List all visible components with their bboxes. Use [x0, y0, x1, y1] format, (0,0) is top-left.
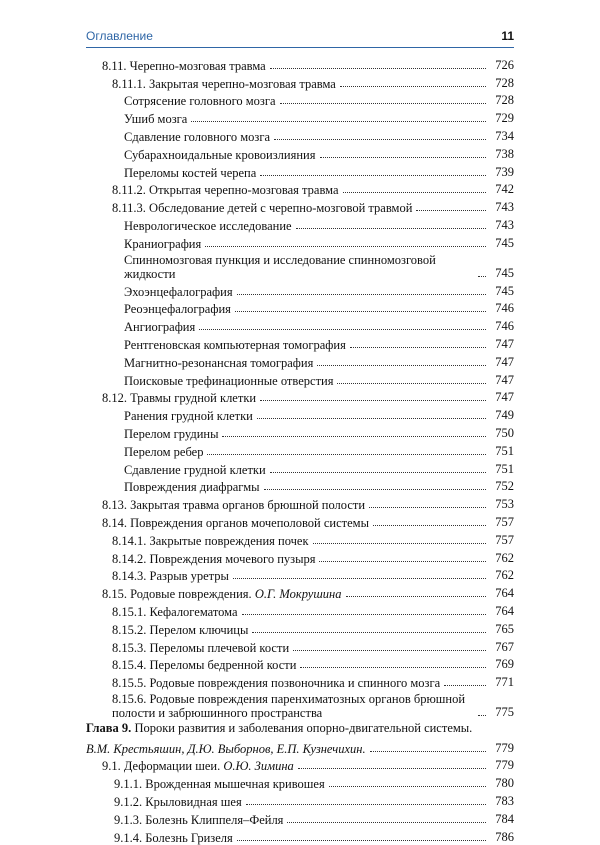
toc-entry-text: [124, 463, 266, 477]
toc-entry[interactable]: [86, 827, 514, 845]
toc-entry-title: Родовые повреждения.: [130, 587, 252, 602]
toc-entry[interactable]: [86, 441, 514, 459]
toc-entry-page: 743: [495, 200, 514, 215]
toc-entry-text: [112, 623, 248, 637]
toc-entry-page: 734: [495, 128, 514, 143]
toc-entry-title: Родовые повреждения паренхиматозных органов брюшной полости и забрюшинного пространства: [112, 692, 466, 721]
toc-entry-text: [124, 166, 256, 180]
toc-entry-page: 751: [495, 461, 514, 476]
toc-entry-title: Ушиб мозга: [124, 112, 188, 127]
toc-entry-text: [102, 498, 365, 512]
toc-entry-number: 8.13.: [102, 498, 127, 513]
toc-entry-text: [124, 94, 276, 108]
toc-entry-page: 747: [495, 390, 514, 405]
toc-entry-number: 8.15.1.: [112, 604, 147, 619]
leader-dots: [343, 192, 486, 193]
toc-entry-text: [102, 391, 256, 405]
leader-dots: [260, 400, 486, 401]
toc-entry-author: О.Ю. Зимина: [223, 759, 294, 774]
toc-entry-title: Реоэнцефалография: [124, 302, 231, 317]
toc-entry-title: Кефалогематома: [149, 604, 238, 619]
toc-entry-text: [124, 237, 201, 251]
toc-entry-page: 726: [495, 57, 514, 72]
toc-entry-page: 751: [495, 443, 514, 458]
toc-entry-title: Сдавление головного мозга: [124, 129, 271, 144]
toc-entry-text: [112, 641, 289, 655]
toc-entry-number: 8.14.3.: [112, 569, 147, 584]
toc-entry[interactable]: [86, 316, 514, 334]
toc-entry[interactable]: [86, 334, 514, 352]
toc-entry-number: 9.1.3.: [114, 812, 143, 827]
toc-entry-text: [114, 777, 325, 791]
leader-dots: [319, 561, 486, 562]
chapter-authors: В.М. Крестьяшин, Д.Ю. Выборнов, Е.П. Кузнечихин.: [86, 741, 366, 756]
toc-entry-page: 747: [495, 372, 514, 387]
toc-entry-text: [102, 759, 294, 773]
toc-entry[interactable]: [86, 601, 514, 619]
chapter-label: Глава 9.: [86, 721, 132, 736]
toc-entry-page: 750: [495, 425, 514, 440]
toc-entry-title: Закрытые повреждения почек: [149, 533, 309, 548]
toc-entry-title: Закрытая черепно-мозговая травма: [149, 76, 336, 91]
toc-entry-title: Магнитно-резонансная томография: [124, 355, 314, 370]
toc-entry-text: [124, 285, 233, 299]
toc-entry[interactable]: [86, 459, 514, 477]
toc-entry-text: [124, 320, 195, 334]
toc-entry-title: Сдавление грудной клетки: [124, 462, 266, 477]
chapter-page: 779: [495, 740, 514, 755]
toc-entry-text: [112, 552, 315, 566]
toc-entry-page: 749: [495, 408, 514, 423]
toc-entry-text: [112, 77, 336, 91]
toc-entry-text: [124, 374, 333, 388]
toc-entry-number: 8.11.: [102, 58, 127, 73]
toc-entry-title: Ангиография: [124, 320, 196, 335]
toc-entry[interactable]: [86, 494, 514, 512]
toc-entry-page: 780: [495, 776, 514, 791]
toc-entry[interactable]: [86, 281, 514, 299]
toc-entry[interactable]: [86, 655, 514, 673]
toc-entry-text: [124, 112, 187, 126]
toc-entry-page: 747: [495, 354, 514, 369]
toc-entry-page: 762: [495, 550, 514, 565]
toc-entry-title: Болезнь Клиппеля–Фейля: [145, 812, 284, 827]
toc-entry[interactable]: [86, 233, 514, 251]
toc-entry-number: 9.1.2.: [114, 795, 143, 810]
page-number: 11: [501, 29, 514, 43]
toc-entry-title: Врожденная мышечная кривошея: [145, 777, 325, 792]
toc-entry-page: 786: [495, 829, 514, 844]
toc-entry-text: [112, 658, 296, 672]
toc-entry-title: Деформации шеи.: [123, 759, 221, 774]
header-title: Оглавление: [86, 29, 153, 43]
leader-dots: [252, 632, 486, 633]
toc-entry-page: 757: [495, 532, 514, 547]
leader-dots: [257, 418, 486, 419]
toc-entry-text: [112, 183, 339, 197]
toc-entry[interactable]: [86, 144, 514, 162]
toc-entry-number: 8.15.: [102, 587, 127, 602]
toc-entry-title: Перелом грудины: [124, 426, 219, 441]
toc-entry-page: 769: [495, 657, 514, 672]
toc-entry-text: [124, 338, 346, 352]
toc-entry-text: [124, 219, 292, 233]
toc-entry-title: Перелом ключицы: [149, 622, 249, 637]
leader-dots: [246, 804, 486, 805]
toc-entry-page: 779: [495, 758, 514, 773]
leader-dots: [320, 157, 487, 158]
toc-entry[interactable]: [86, 126, 514, 144]
leader-dots: [235, 311, 486, 312]
leader-dots: [350, 347, 486, 348]
toc-entry-number: 8.14.2.: [112, 551, 147, 566]
toc-entry-title: Эхоэнцефалография: [124, 284, 233, 299]
toc-entry[interactable]: [86, 299, 514, 317]
leader-dots: [205, 246, 486, 247]
leader-dots: [199, 329, 486, 330]
leader-dots: [270, 472, 486, 473]
toc-entry[interactable]: [86, 809, 514, 827]
toc-entry-text: [112, 534, 309, 548]
leader-dots: [207, 454, 486, 455]
toc-entry-page: 745: [495, 265, 514, 280]
toc-entry-page: 745: [495, 283, 514, 298]
toc-entry-title: Повреждения органов мочеполовой системы: [130, 515, 369, 530]
leader-dots: [237, 840, 486, 841]
toc-entry[interactable]: [86, 583, 514, 601]
toc-entry[interactable]: [86, 548, 514, 566]
leader-dots: [346, 596, 487, 597]
toc-entry-page: 746: [495, 301, 514, 316]
toc-entry[interactable]: [86, 477, 514, 495]
toc-entry[interactable]: [86, 162, 514, 180]
toc-entry-title: Крыловидная шея: [145, 795, 242, 810]
leader-dots: [274, 139, 486, 140]
leader-dots: [296, 228, 486, 229]
leader-dots: [370, 751, 486, 752]
toc-entry-page: 757: [495, 514, 514, 529]
toc-entry-page: 775: [495, 705, 514, 720]
toc-entry[interactable]: [86, 370, 514, 388]
toc-entry[interactable]: [86, 512, 514, 530]
toc-entry-number: 8.14.1.: [112, 533, 147, 548]
toc-entry-title: Повреждения диафрагмы: [124, 480, 260, 495]
leader-dots: [369, 507, 486, 508]
toc-entry[interactable]: [86, 388, 514, 406]
leader-dots: [337, 383, 486, 384]
toc-entry-title: Переломы костей черепа: [124, 165, 257, 180]
toc-entry-page: 729: [495, 111, 514, 126]
toc-entry-number: 8.11.2.: [112, 183, 146, 198]
toc-entry-text: [112, 569, 229, 583]
toc-entry-number: 9.1.4.: [114, 830, 143, 845]
toc-entry-text: [124, 130, 270, 144]
toc-entry-page: 738: [495, 146, 514, 161]
toc-entry[interactable]: [86, 197, 514, 215]
leader-dots: [264, 489, 486, 490]
toc-entry[interactable]: [86, 352, 514, 370]
toc-entry-text: [112, 692, 474, 720]
leader-dots: [444, 685, 486, 686]
toc-entry-title: Разрыв уретры: [149, 569, 229, 584]
toc-entry-title: Краниография: [124, 236, 202, 251]
toc-entry-page: 728: [495, 93, 514, 108]
toc-entry-number: 9.1.: [102, 759, 121, 774]
toc-entry[interactable]: [86, 566, 514, 584]
toc-entry-title: Закрытая травма органов брюшной полости: [130, 498, 366, 513]
toc-entry[interactable]: [86, 55, 514, 73]
toc-entry[interactable]: [86, 423, 514, 441]
toc-entry-text: [114, 795, 242, 809]
toc-entry[interactable]: [86, 215, 514, 233]
toc-entry-page: 764: [495, 603, 514, 618]
chapter-heading: [86, 720, 514, 738]
leader-dots: [478, 715, 486, 716]
leader-dots: [191, 121, 486, 122]
toc-entry-text: [124, 409, 253, 423]
toc-entry-text: [124, 302, 231, 316]
leader-dots: [373, 525, 486, 526]
toc-entry-title: Спинномозговая пункция и исследование спинномозговой жидкости: [124, 252, 436, 281]
toc-entry-number: 8.15.5.: [112, 676, 147, 691]
toc-entry-title: Повреждения мочевого пузыря: [149, 551, 316, 566]
table-of-contents: [86, 55, 514, 845]
toc-entry-number: 8.12.: [102, 391, 127, 406]
toc-entry-text: [124, 356, 313, 370]
toc-entry-number: 8.14.: [102, 515, 127, 530]
leader-dots: [260, 175, 486, 176]
toc-entry[interactable]: [86, 405, 514, 423]
toc-entry-number: 8.11.1.: [112, 76, 146, 91]
leader-dots: [280, 103, 486, 104]
toc-entry[interactable]: [86, 108, 514, 126]
toc-entry[interactable]: [86, 180, 514, 198]
toc-entry[interactable]: [86, 637, 514, 655]
toc-entry-text: [112, 605, 238, 619]
toc-entry-title: Родовые повреждения позвоночника и спинного мозга: [149, 676, 441, 691]
toc-entry-page: 739: [495, 164, 514, 179]
toc-entry-title: Открытая черепно-мозговая травма: [149, 183, 339, 198]
toc-entry-text: [124, 148, 316, 162]
toc-entry[interactable]: [86, 251, 514, 281]
toc-entry-page: 767: [495, 639, 514, 654]
toc-entry-page: 745: [495, 235, 514, 250]
toc-entry-text: [124, 480, 260, 494]
toc-entry-page: 762: [495, 568, 514, 583]
chapter-title: Пороки развития и заболевания опорно-двигательной системы.: [134, 721, 473, 736]
toc-entry-page: 746: [495, 319, 514, 334]
toc-entry-title: Субарахноидальные кровоизлияния: [124, 147, 316, 162]
toc-entry[interactable]: [86, 791, 514, 809]
toc-entry-page: 765: [495, 621, 514, 636]
leader-dots: [329, 786, 486, 787]
toc-entry-text: [114, 813, 283, 827]
toc-entry-title: Перелом ребер: [124, 444, 204, 459]
toc-entry-text: [102, 59, 266, 73]
toc-entry-text: [102, 587, 342, 601]
toc-entry[interactable]: [86, 672, 514, 690]
toc-entry-page: 742: [495, 182, 514, 197]
toc-entry[interactable]: [86, 619, 514, 637]
toc-entry-number: 8.15.6.: [112, 692, 147, 707]
toc-entry-text: [102, 516, 369, 530]
toc-entry-text: [124, 445, 203, 459]
toc-list-chapter-8: [86, 55, 514, 720]
leader-dots: [478, 276, 486, 277]
leader-dots: [317, 365, 486, 366]
toc-entry[interactable]: [86, 91, 514, 109]
toc-entry-title: Обследование детей с черепно-мозговой травмой: [149, 201, 413, 216]
toc-entry-page: 764: [495, 586, 514, 601]
leader-dots: [222, 436, 486, 437]
toc-entry-number: 8.15.2.: [112, 622, 147, 637]
toc-entry-page: 747: [495, 336, 514, 351]
toc-entry-page: 752: [495, 479, 514, 494]
toc-entry-page: 753: [495, 497, 514, 512]
toc-entry-number: 8.15.4.: [112, 658, 147, 673]
toc-entry-author: О.Г. Мокрушина: [254, 587, 342, 602]
toc-entry-text: [124, 427, 218, 441]
leader-dots: [237, 294, 486, 295]
leader-dots: [287, 822, 486, 823]
toc-entry-title: Поисковые трефинационные отверстия: [124, 373, 334, 388]
toc-entry-page: 783: [495, 794, 514, 809]
toc-entry-title: Рентгеновская компьютерная томография: [124, 337, 346, 352]
toc-entry-title: Переломы бедренной кости: [149, 658, 297, 673]
leader-dots: [300, 667, 486, 668]
toc-entry-page: 784: [495, 811, 514, 826]
toc-entry[interactable]: [86, 73, 514, 91]
toc-entry-title: Неврологическое исследование: [124, 218, 292, 233]
toc-entry-text: [112, 201, 412, 215]
toc-entry-text: [124, 253, 474, 281]
running-header: [86, 29, 514, 48]
chapter-authors-row[interactable]: [86, 738, 514, 756]
toc-entry-text: [112, 676, 440, 690]
toc-entry-title: Черепно-мозговая травма: [129, 58, 266, 73]
toc-entry-page: 771: [495, 675, 514, 690]
leader-dots: [293, 650, 486, 651]
leader-dots: [270, 68, 486, 69]
toc-entry-number: 8.11.3.: [112, 201, 146, 216]
leader-dots: [242, 614, 486, 615]
toc-entry[interactable]: [86, 690, 514, 720]
toc-entry-title: Болезнь Гризеля: [145, 830, 233, 845]
toc-entry[interactable]: [86, 530, 514, 548]
toc-entry-text: [114, 831, 233, 845]
leader-dots: [233, 578, 486, 579]
toc-entry[interactable]: [86, 773, 514, 791]
toc-entry-number: 9.1.1.: [114, 777, 143, 792]
toc-entry-title: Переломы плечевой кости: [149, 640, 290, 655]
toc-entry-page: 728: [495, 75, 514, 90]
leader-dots: [340, 86, 486, 87]
toc-entry-number: 8.15.3.: [112, 640, 147, 655]
toc-entry[interactable]: [86, 756, 514, 774]
toc-entry-title: Травмы грудной клетки: [130, 391, 257, 406]
toc-entry-page: 743: [495, 217, 514, 232]
leader-dots: [416, 210, 486, 211]
toc-entry-title: Ранения грудной клетки: [124, 409, 253, 424]
leader-dots: [298, 768, 486, 769]
toc-list-chapter-9: [86, 756, 514, 845]
toc-entry-title: Сотрясение головного мозга: [124, 94, 276, 109]
leader-dots: [313, 543, 486, 544]
